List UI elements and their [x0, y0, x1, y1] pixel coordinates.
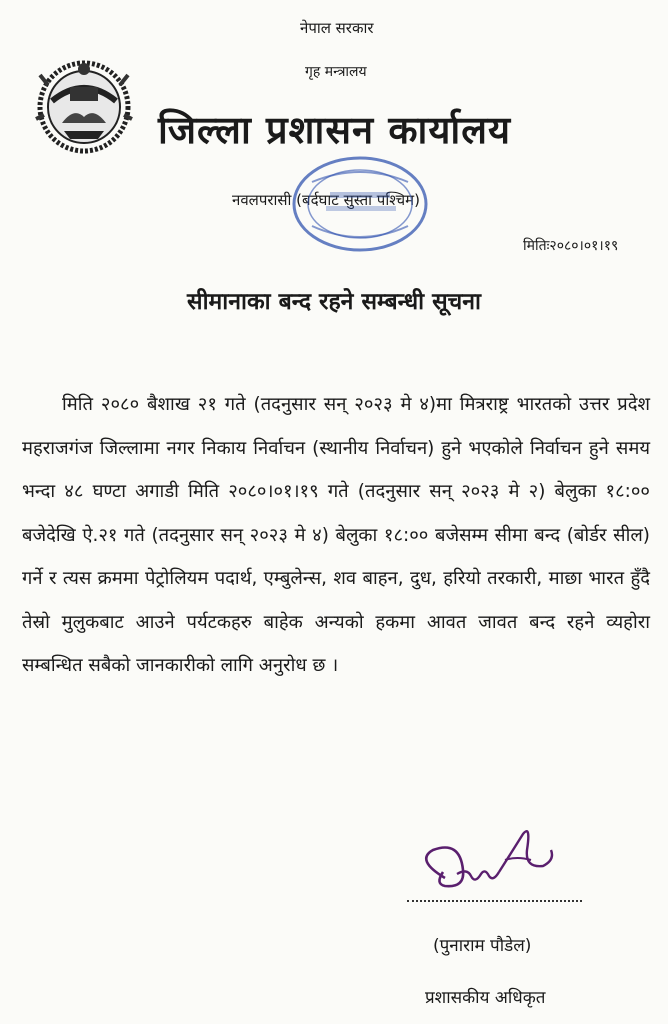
ministry-name: गृह मन्त्रालय — [305, 64, 367, 80]
signature-line — [407, 900, 582, 902]
notice-body-paragraph: मिति २०८० बैशाख २१ गते (तदनुसार सन् २०२३ मे ४)मा मित्रराष्ट्र भारतको उत्तर प्रदेश महराजगंज जिल्लामा नगर निकाय निर्वाचन (स्थानीय निर्वाचन) हुने भएकोले निर्वाचन हुने समय भन्दा ४८ घण्टा अगाडी मिति २०८०।०१।१९ गते (तदनुसार सन् २०२३ मे २) बेलुका १८:०० बजेदेखि ऐ.२१ गते (तदनुसार सन् २०२३ मे ४) बेलुका १८:०० बजेसम्म सीमा बन्द (बोर्डर सील) गर्ने र त्यस क्रममा पेट्रोलियम पदार्थ, एम्बुलेन्स, शव बाहन, दुध, हरियो तरकारी, माछा भारत हुँदै तेस्रो मुलुकबाट आउने पर्यटकहरु बाहेक अन्यको हकमा आवत जावत बन्द रहने व्यहोरा सम्बन्धित सबैको जानकारीको लागि अनुरोध छ । — [22, 394, 650, 676]
office-address: नवलपरासी (बर्दघाट सुस्ता पश्चिम) — [232, 191, 420, 209]
notice-date: मितिः२०८०।०१।१९ — [523, 238, 619, 254]
notice-title: सीमानाका बन्द रहने सम्बन्धी सूचना — [187, 289, 481, 315]
signatory-designation: प्रशासकीय अधिकृत — [425, 988, 546, 1008]
handwritten-signature-icon — [405, 820, 570, 908]
nepal-government-emblem-icon — [34, 55, 134, 155]
government-name: नेपाल सरकार — [300, 19, 374, 37]
notice-body — [22, 383, 650, 688]
signatory-name: (पुनाराम पौडेल) — [433, 936, 532, 956]
office-seal-stamp-icon — [282, 152, 432, 262]
office-title: जिल्ला प्रशासन कार्यालय — [158, 108, 512, 152]
